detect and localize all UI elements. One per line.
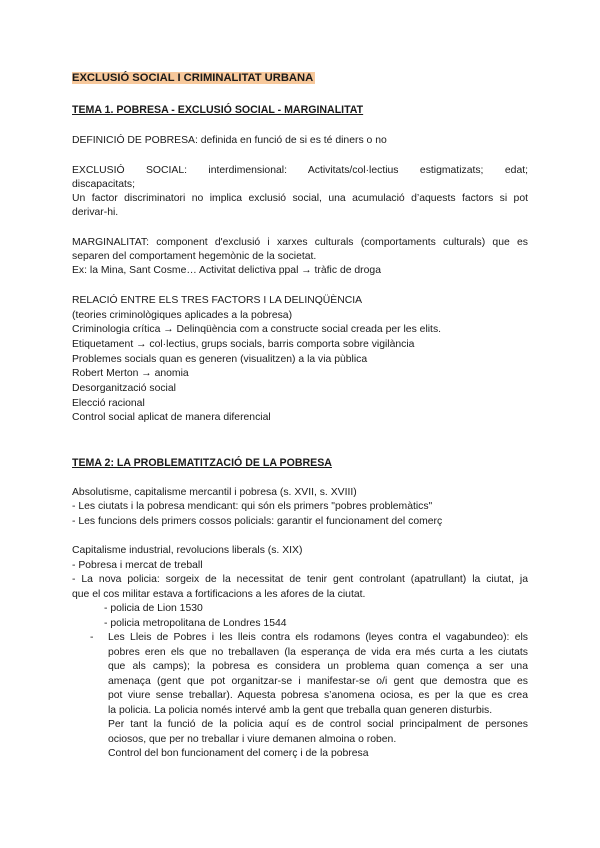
lleis-line: la policia. La policia només intervé amb la gent que treballa quan generen disturbis. [108,705,493,716]
tema1-heading: TEMA 1. POBRESA - EXCLUSIÓ SOCIAL - MARGINALITAT [72,104,364,116]
relacio-item: Criminologia crítica → Delinqüència com a constructe social creada per les elits. [72,324,442,335]
relacio-item: Desorganització social [72,383,176,394]
relacio-item: Control social aplicat de manera diferencial [72,412,271,423]
lleis-line: que als camps); la pobresa es considera un problema quan comença a ser una [108,661,528,672]
lleis-line: Per tant la funció de la policia aquí es de control social principalment de persones [108,719,528,730]
bullet-dash: - [90,632,94,643]
relacio-heading: RELACIÓ ENTRE ELS TRES FACTORS I LA DELINQÜÈNCIA [72,295,363,306]
lleis-line: Control del bon funcionament del comerç i de la pobresa [108,748,369,759]
tema2-heading: TEMA 2: LA PROBLEMATITZACIÓ DE LA POBRESA [72,457,332,469]
document-title [72,71,528,85]
relacio-item: Elecció racional [72,398,145,409]
marginalitat-line-1: MARGINALITAT: component d'exclusió i xarxes culturals (comportaments culturals) que es [72,237,528,248]
marginalitat-line-3: Ex: la Mina, Sant Cosme… Activitat delictiva ppal → tràfic de droga [72,265,381,276]
capitalisme-line: - La nova policia: sorgeix de la necessitat de tenir gent controlant (apatrullant) la ciutat, ja [72,574,528,585]
absolutisme-line: - Les ciutats i la pobresa mendicant: qui són els primers "pobres problemàtics" [72,501,433,512]
capitalisme-line: que el cos militar estava a fortificacions a les afores de la ciutat. [72,589,366,600]
lleis-line: Les Lleis de Pobres i les lleis contra els rodamons (leyes contra el vagabundeo): els [108,632,528,643]
relacio-item: Etiquetament → col·lectius, grups socials, barris comporta sobre vigilància [72,339,415,350]
capitalisme-line: - Pobresa i mercat de treball [72,560,203,571]
title-highlight: EXCLUSIÓ SOCIAL I CRIMINALITAT URBANA [72,72,314,84]
relacio-item: Problemes socials quan es generen (visualitzen) a la via pùblica [72,354,368,365]
exclusio-line-3: Un factor discriminatori no implica exclusió social, una acumulació d’aquests factors si pot [72,193,528,204]
capitalisme-line: Capitalisme industrial, revolucions liberals (s. XIX) [72,545,303,556]
exclusio-line-2: discapacitats; [72,179,135,190]
exclusio-line-4: derivar-hi. [72,207,119,218]
relacio-item: (teories criminològiques aplicades a la pobresa) [72,310,293,321]
marginalitat-line-2: separen del comportament hegemònic de la societat. [72,251,317,262]
definicio-pobresa: DEFINICIÓ DE POBRESA: definida en funció de si es té diners o no [72,135,387,146]
absolutisme-line: Absolutisme, capitalisme mercantil i pobresa (s. XVII, s. XVIII) [72,487,357,498]
relacio-item: Robert Merton → anomia [72,368,189,379]
lleis-line: pot viure sense treballar). Aquesta pobresa s’anomena ociosa, es per la que es crea [108,690,528,701]
absolutisme-line: - Les funcions dels primers cossos policials: garantir el funcionament del comerç [72,516,443,527]
lleis-line: amenaça (gent que pot organitzar-se i manifestar-se o/i gent que demostra que es [108,676,528,687]
lleis-line: pobres eren els que no treballaven (la esperança de vida era més curta a les ciutats [108,647,528,658]
policia-item: - policia metropolitana de Londres 1544 [104,618,287,629]
exclusio-line-1: EXCLUSIÓ SOCIAL: interdimensional: Activitats/col·lectius estigmatizats; edat; [72,165,528,176]
lleis-line: ociosos, que per no treballar i viure demanen almoina o roben. [108,734,397,745]
policia-item: - policia de Lion 1530 [104,603,203,614]
